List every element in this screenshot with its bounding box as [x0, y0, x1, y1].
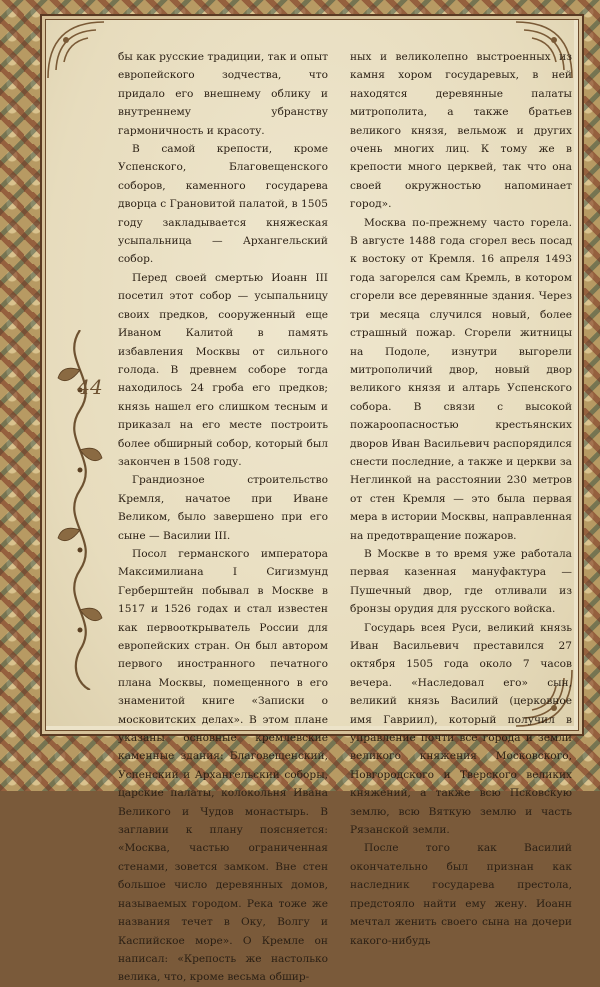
paragraph: Государь всея Руси, великий князь Иван Васильевич преставился 27 октября 1505 года около 7 часов вечера. «Наследовал его» сын, великий князь Василий (церковное имя Гавриил), который получил в управление почти все города и земли великого княжения Московского, Новгородского и Тверского великих княжений, а также всю Псковскую землю, всю Вяткую землю и часть Рязанской земли.: [350, 621, 572, 837]
paragraph: В самой крепости, кроме Успенского, Благовещенского соборов, каменного государева дворца с Грановитой палатой, в 1505 году закладывается княжеская усыпальница — Архангельский собор.: [118, 143, 328, 266]
paragraph: В Москве в то время уже работала первая казенная мануфактура — Пушечный двор, где отливали из бронзы орудия для русского войска.: [350, 547, 572, 616]
paragraph: Перед своей смертью Иоанн III посетил этот собор — усыпальницу своих предков, сооруженный еще Иваном Калитой в память избавления Москвы от сильного голода. В древнем соборе тогда находилось 24 гроба его предков; князь нашел его слишком тесным и приказал на его месте построить более обширный собор, который был закончен в 1508 году.: [118, 271, 328, 468]
text-column-right: [350, 48, 572, 950]
paragraph: Москва по-прежнему часто горела. В августе 1488 года сгорел весь посад к востоку от Кремля. 16 апреля 1493 года загорелся сам Кремль, в котором сгорели все деревянные здания. Через три месяца случился новый, более страшный пожар. Сгорели житницы на Подоле, изнутри выгорели митрополичий двор, новый двор великого князя и алтарь Успенского собора. В связи с высокой пожароопасностью крестьянских дворов Иван Васильевич распорядился снести последние, а также и церкви за Неглинкой на расстоянии 230 метров от стен Кремля — это была первая мера в истории Москвы, направленная на предотвращение пожаров.: [350, 216, 572, 542]
paragraph: Посол германского императора Максимилиана I Сигизмунд Герберштейн побывал в Москве в 1517 и 1526 годах и стал известен как первооткрыватель России для европейских стран. Он был автором первого иностранного печатного плана Москвы, помещенного в его знаменитой книге «Записки о московитских делах». В этом плане указаны основные кремлевские каменные здания: Благовещенский, Успенский и Архангельский соборы, царские палаты, колокольня Ивана Великого и Чудов монастырь. В заглавии к плану поясняется: «Москва, частью ограниченная стенами, зовется замком. Вне стен большое число деревянных домов, называемых городом. Река тоже же названия течет в Оку, Волгу и Каспийское море». О Кремле он написал: «Крепость же настолько велика, что, кроме весьма обшир-: [118, 547, 328, 984]
paragraph: Грандиозное строительство Кремля, начатое при Иване Великом, было завершено при его сыне — Василии III.: [118, 474, 328, 542]
corner-flourish-top-left: [44, 18, 114, 88]
paragraph: После того как Василий окончательно был признан как наследник государева престола, предстояло найти ему жену. Иоанн мечтал женить своего сына на дочери какого-нибудь: [350, 842, 572, 947]
paragraph: бы как русские традиции, так и опыт европейского зодчества, что придало его внешнему облику и внутреннему убранству гармоничность и красоту.: [118, 51, 328, 137]
paragraph: ных и великолепно выстроенных из камня хором государевых, в ней находятся деревянные палаты митрополита, а также братьев великого князя, вельмож и других очень многих лиц. К тому же в крепости много церквей, так что она своей окружностью напоминает город».: [350, 51, 572, 211]
text-column-left: [118, 48, 328, 987]
page-number: 44: [77, 375, 103, 399]
